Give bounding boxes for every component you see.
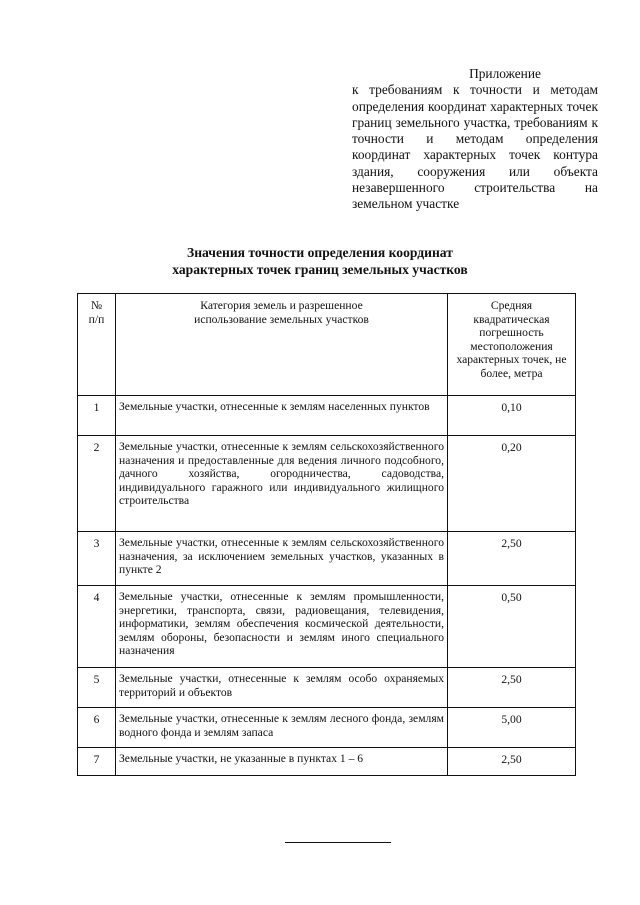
- row-category: Земельные участки, отнесенные к землям промышленности, энергетики, транспорта, связи, радиовещания, телевидения, информатики, землям обеспечения космической деятельности, землям обороны, безопасности и землям иного специального назначения: [116, 586, 448, 668]
- row-value: 2,50: [448, 668, 576, 708]
- accuracy-table: [77, 293, 576, 776]
- row-value: 2,50: [448, 748, 576, 776]
- row-value: 0,20: [448, 436, 576, 532]
- row-num: 2: [78, 436, 116, 532]
- row-value: 5,00: [448, 708, 576, 748]
- row-category: Земельные участки, отнесенные к землям особо охраняемых территорий и объектов: [116, 668, 448, 708]
- row-num: 7: [78, 748, 116, 776]
- table-row: [78, 396, 576, 436]
- row-num: 1: [78, 396, 116, 436]
- row-category: Земельные участки, не указанные в пунктах 1 – 6: [116, 748, 448, 776]
- row-category: Земельные участки, отнесенные к землям населенных пунктов: [116, 396, 448, 436]
- appendix-block: [352, 66, 598, 213]
- header-error: Средняя квадратическая погрешность местоположения характерных точек, не более, метра: [448, 294, 576, 396]
- appendix-text: к требованиям к точности и методам определения координат характерных точек границ земельного участка, требованиям к точности и методам определения координат характерных точек контура здания, сооружения или объекта незавершенного строительства на земельном участке: [352, 82, 598, 212]
- table-header-row: [78, 294, 576, 396]
- appendix-heading: Приложение: [469, 66, 541, 81]
- table-row: [78, 668, 576, 708]
- row-value: 0,10: [448, 396, 576, 436]
- row-category: Земельные участки, отнесенные к землям сельскохозяйственного назначения и предоставленные для ведения личного подсобного, дачного хозяйства, огородничества, садоводства, индивидуального гаражного или индивидуального жилищного строительства: [116, 436, 448, 532]
- row-category: Земельные участки, отнесенные к землям сельскохозяйственного назначения, за исключением земельных участков, указанных в пункте 2: [116, 532, 448, 586]
- row-num: 4: [78, 586, 116, 668]
- row-num: 5: [78, 668, 116, 708]
- row-num: 3: [78, 532, 116, 586]
- row-value: 0,50: [448, 586, 576, 668]
- row-category: Земельные участки, отнесенные к землям лесного фонда, землям водного фонда и землям запаса: [116, 708, 448, 748]
- row-value: 2,50: [448, 532, 576, 586]
- title-line-1: Значения точности определения координат: [187, 245, 453, 260]
- page-title: [0, 244, 640, 278]
- table-row: [78, 436, 576, 532]
- table-row: [78, 532, 576, 586]
- footer-divider: [285, 842, 391, 843]
- table-row: [78, 586, 576, 668]
- table-row: [78, 708, 576, 748]
- header-num: № п/п: [78, 294, 116, 396]
- title-line-2: характерных точек границ земельных участков: [172, 262, 468, 277]
- header-category: Категория земель и разрешенное использование земельных участков: [116, 294, 448, 396]
- row-num: 6: [78, 708, 116, 748]
- table-row: [78, 748, 576, 776]
